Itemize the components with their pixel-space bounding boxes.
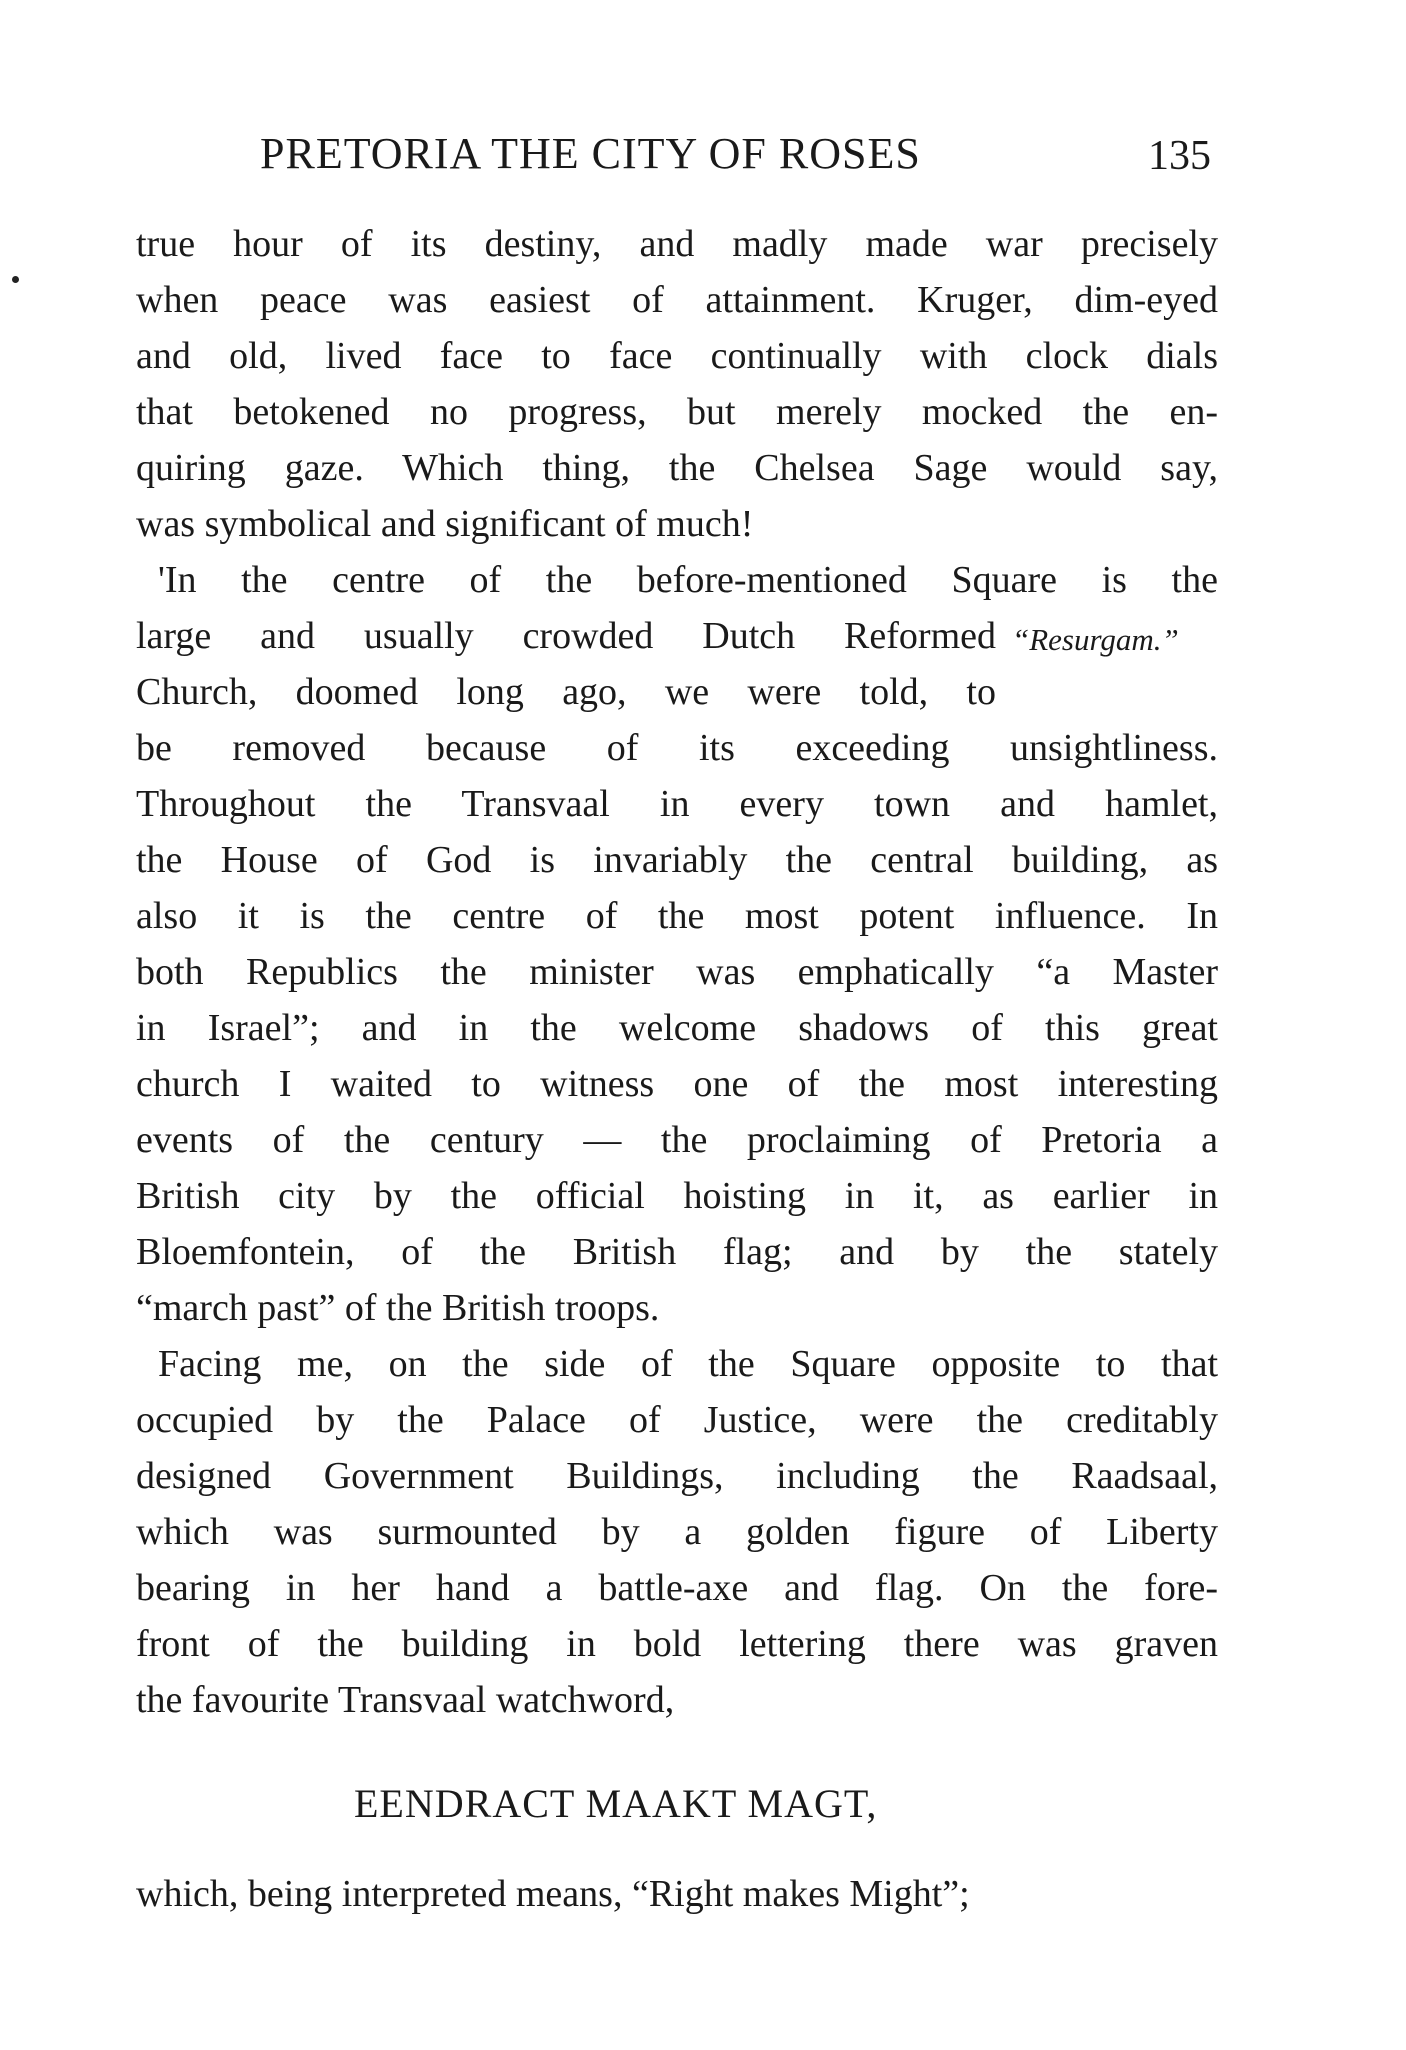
text-line: that betokened no progress, but merely mocked the en- <box>136 391 1218 433</box>
text-line: church I waited to witness one of the most interesting <box>136 1063 1218 1105</box>
text-line: the House of God is invariably the central building, as <box>136 839 1218 881</box>
text-line: was symbolical and significant of much! <box>136 503 754 545</box>
text-line: bearing in her hand a battle-axe and flag. On the fore- <box>136 1567 1218 1609</box>
text-line: 'In the centre of the before-mentioned Square is the <box>158 559 1218 601</box>
paragraph-3 <box>136 1336 1218 1728</box>
paragraph-2 <box>136 552 1218 1336</box>
text-line: in Israel”; and in the welcome shadows of this great <box>136 1007 1218 1049</box>
text-line: both Republics the minister was emphatically “a Master <box>136 951 1218 993</box>
text-line: front of the building in bold lettering there was graven <box>136 1623 1218 1665</box>
closing-paragraph <box>136 1866 1218 1922</box>
text-line: true hour of its destiny, and madly made war precisely <box>136 223 1218 265</box>
text-line: when peace was easiest of attainment. Kruger, dim-eyed <box>136 279 1218 321</box>
text-line: be removed because of its exceeding unsightliness. <box>136 727 1218 769</box>
paragraph-1 <box>136 216 1218 552</box>
text-line: Bloemfontein, of the British flag; and by the stately <box>136 1231 1218 1273</box>
text-line: Facing me, on the side of the Square opposite to that <box>158 1343 1218 1385</box>
text-line: quiring gaze. Which thing, the Chelsea Sage would say, <box>136 447 1218 489</box>
text-line: which was surmounted by a golden figure of Liberty <box>136 1511 1218 1553</box>
text-line: the favourite Transvaal watchword, <box>136 1679 675 1721</box>
text-line: which, being interpreted means, “Right makes Might”; <box>136 1873 970 1915</box>
stray-ink-mark <box>12 276 19 283</box>
text-line: large and usually crowded Dutch Reformed <box>136 615 996 657</box>
text-line: Throughout the Transvaal in every town and hamlet, <box>136 783 1218 825</box>
motto-watchword: EENDRACT MAAKT MAGT, <box>354 1781 878 1826</box>
text-line: occupied by the Palace of Justice, were the creditably <box>136 1399 1218 1441</box>
running-title: PRETORIA THE CITY OF ROSES <box>260 129 921 178</box>
page-number: 135 <box>1148 133 1211 179</box>
text-line: designed Government Buildings, including the Raadsaal, <box>136 1455 1218 1497</box>
text-line: and old, lived face to face continually with clock dials <box>136 335 1218 377</box>
text-line: also it is the centre of the most potent influence. In <box>136 895 1218 937</box>
text-line: British city by the official hoisting in it, as earlier in <box>136 1175 1218 1217</box>
text-line: events of the century — the proclaiming of Pretoria a <box>136 1119 1218 1161</box>
text-line: “march past” of the British troops. <box>136 1287 660 1329</box>
text-line: Church, doomed long ago, we were told, to <box>136 671 996 713</box>
margin-note: “Resurgam.” <box>1012 622 1179 657</box>
